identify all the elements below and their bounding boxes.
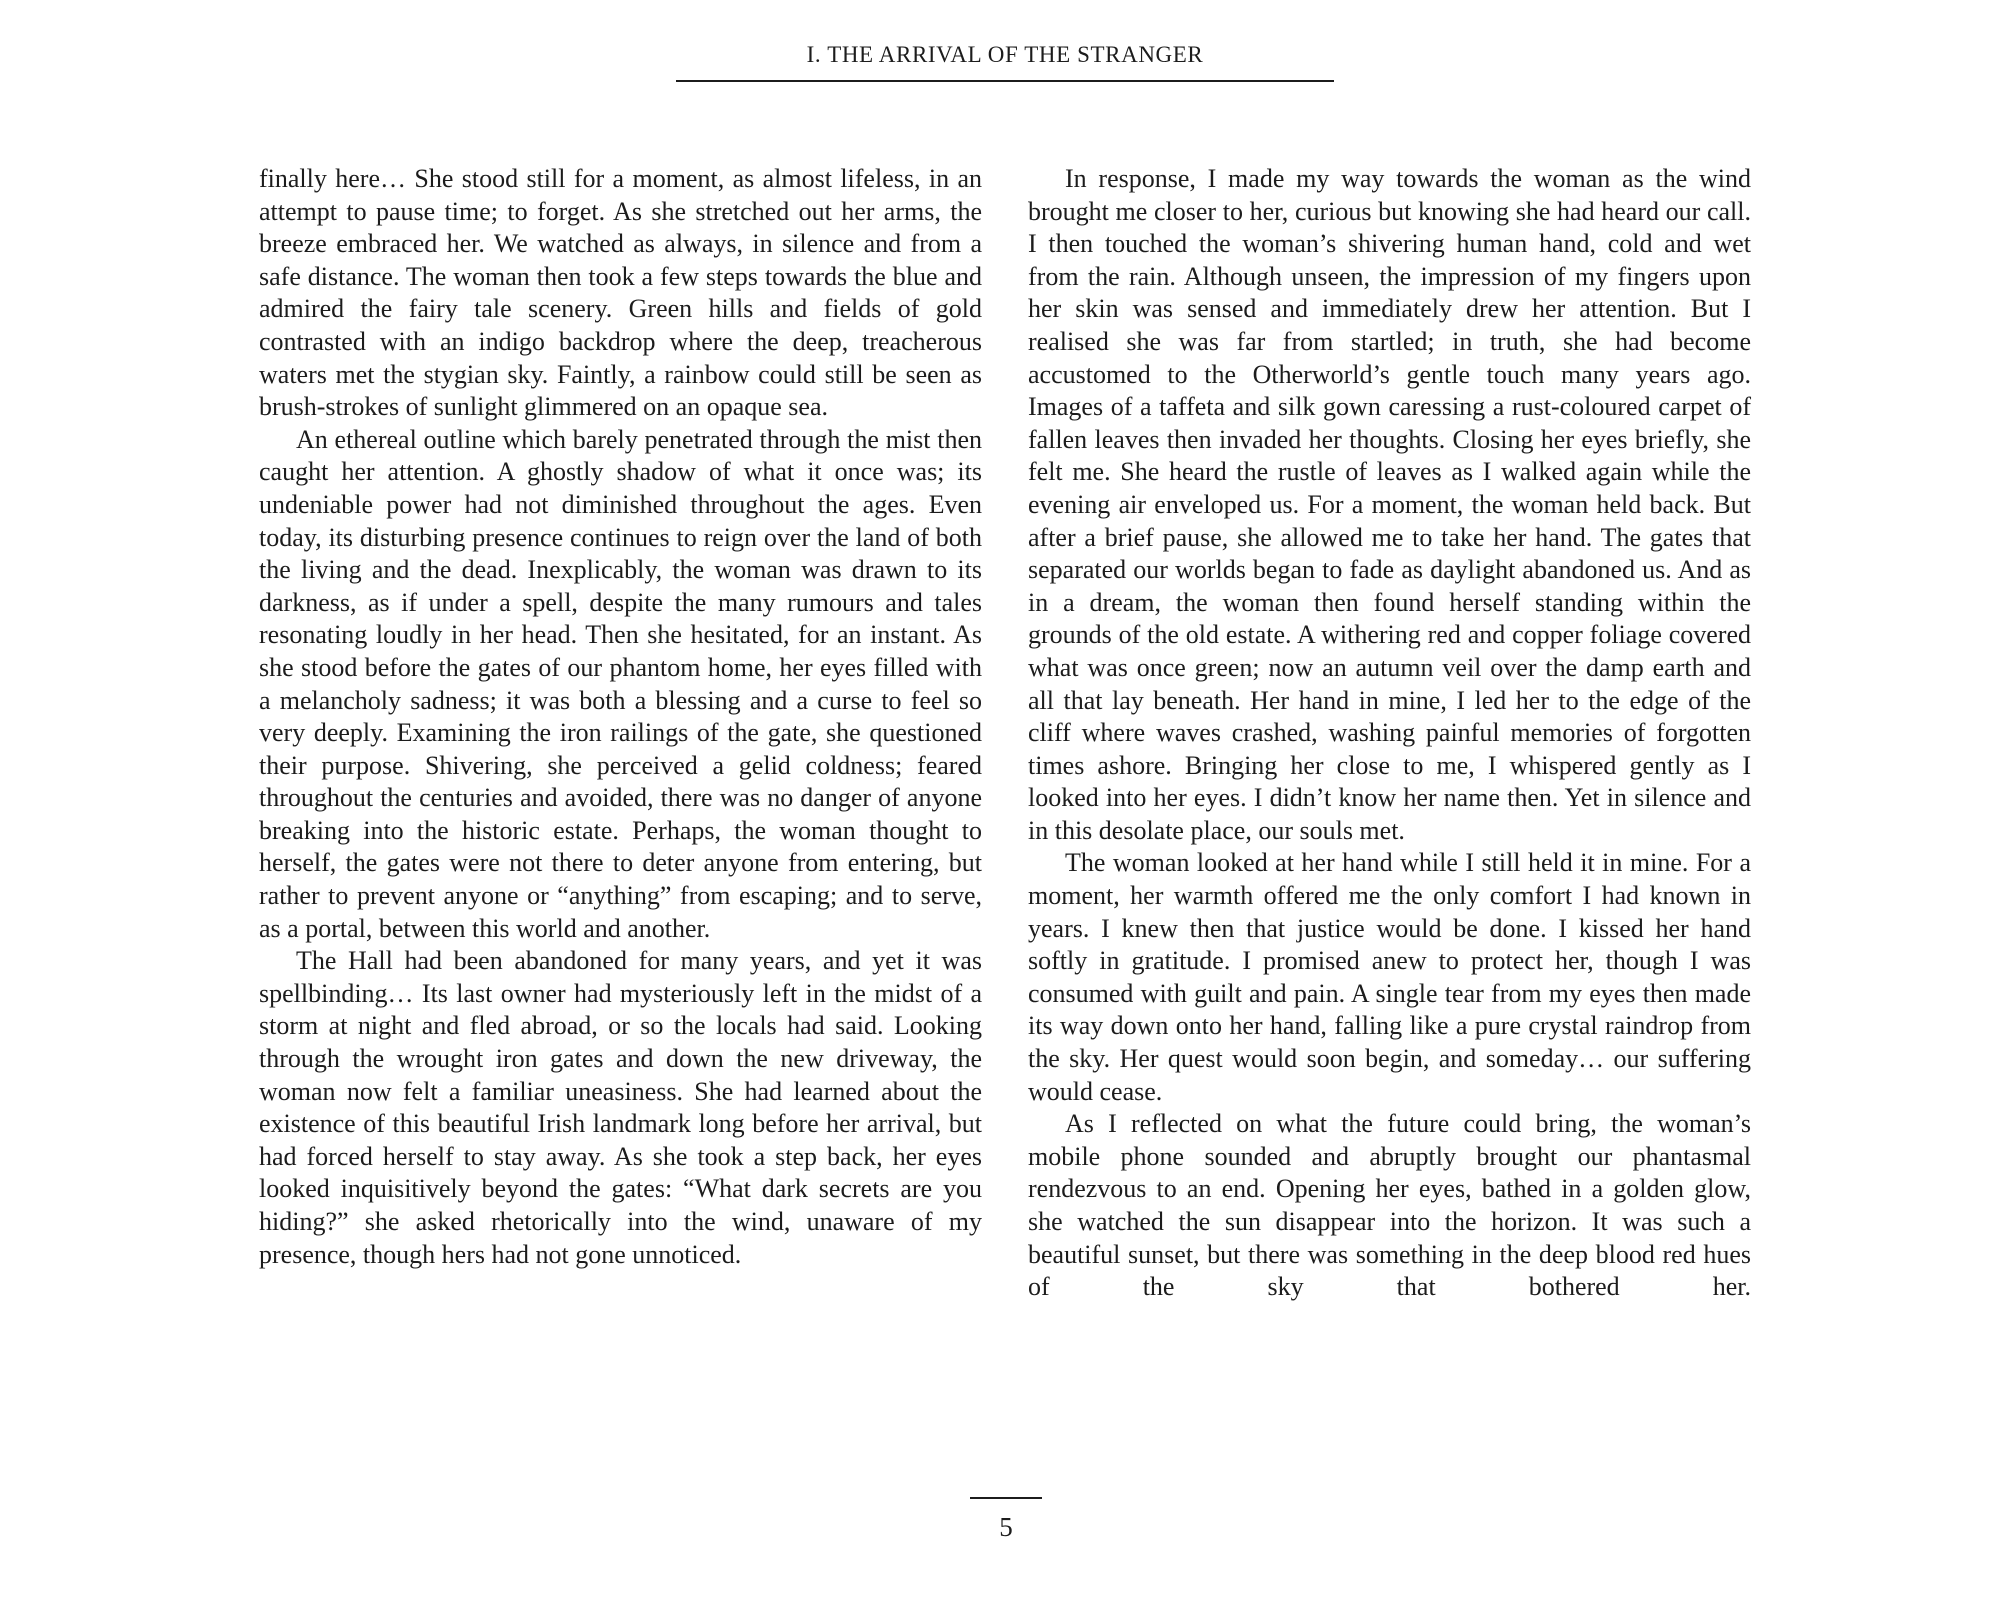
running-head: I. THE ARRIVAL OF THE STRANGER bbox=[806, 42, 1204, 67]
paragraph: In response, I made my way towards the woman as the wind brought me closer to her, curious but knowing she had heard our call. I then touched the woman’s shivering human hand, cold and wet from the rain. Although unseen, the impression of my fingers upon her skin was sensed and immediately drew her attention. But I realised she was far from startled; in truth, she had become accustomed to the Otherworld’s gentle touch many years ago. Images of a taffeta and silk gown caressing a rust-coloured carpet of fallen leaves then invaded her thoughts. Closing her eyes briefly, she felt me. She heard the rustle of leaves as I walked again while the evening air enveloped us. For a moment, the woman held back. But after a brief pause, she allowed me to take her hand. The gates that separated our worlds began to fade as daylight abandoned us. And as in a dream, the woman then found herself standing within the grounds of the old estate. A withering red and copper foliage covered what was once green; now an autumn veil over the damp earth and all that lay beneath. Her hand in mine, I led her to the edge of the cliff where waves crashed, washing painful memories of forgotten times ashore. Bringing her close to me, I whispered gently as I looked into her eyes. I didn’t know her name then. Yet in silence and in this desolate place, our souls met. bbox=[1028, 164, 1751, 845]
right-column bbox=[1028, 163, 1751, 1304]
paragraph: The Hall had been abandoned for many years, and yet it was spellbinding… Its last owner had mysteriously left in the midst of a storm at night and fled abroad, or so the locals had said. Looking through the wrought iron gates and down the new driveway, the woman now felt a familiar uneasiness. She had learned about the existence of this beautiful Irish landmark long before her arrival, but had forced herself to stay away. As she took a step back, her eyes looked inquisitively beyond the gates: “What dark secrets are you hiding?” she asked rhetorically into the wind, unaware of my presence, though hers had not gone unnoticed. bbox=[259, 946, 982, 1269]
left-column bbox=[259, 163, 982, 1271]
paragraph: An ethereal outline which barely penetrated through the mist then caught her attention. A ghostly shadow of what it once was; its undeniable power had not diminished throughout the ages. Even today, its disturbing presence continues to reign over the land of both the living and the dead. Inexplicably, the woman was drawn to its darkness, as if under a spell, despite the many rumours and tales resonating loudly in her head. Then she hesitated, for an instant. As she stood before the gates of our phantom home, her eyes filled with a melancholy sadness; it was both a blessing and a curse to feel so very deeply. Examining the iron railings of the gate, she questioned their purpose. Shivering, she perceived a gelid coldness; feared throughout the centuries and avoided, there was no danger of anyone breaking into the historic estate. Perhaps, the woman thought to herself, the gates were not there to deter anyone from entering, but rather to prevent anyone or “anything” from escaping; and to serve, as a portal, between this world and another. bbox=[259, 424, 982, 943]
paragraph: finally here… She stood still for a moment, as almost lifeless, in an attempt to pause time; to forget. As she stretched out her arms, the breeze embraced her. We watched as always, in silence and from a safe distance. The woman then took a few steps towards the blue and admired the fairy tale scenery. Green hills and fields of gold contrasted with an indigo backdrop where the deep, treacherous waters met the stygian sky. Faintly, a rainbow could still be seen as brush-strokes of sunlight glimmered on an opaque sea. bbox=[259, 164, 982, 422]
page-number: 5 bbox=[999, 1512, 1013, 1542]
header-rule bbox=[676, 80, 1334, 82]
paragraph: As I reflected on what the future could bring, the woman’s mobile phone sounded and abruptly brought our phantasmal rendezvous to an end. Opening her eyes, bathed in a golden glow, she watched the sun disappear into the horizon. It was such a beautiful sunset, but there was something in the deep blood red hues of the sky that bothered her. bbox=[1028, 1109, 1751, 1302]
paragraph: The woman looked at her hand while I still held it in mine. For a moment, her warmth offered me the only comfort I had known in years. I knew then that justice would be done. I kissed her hand softly in gratitude. I promised anew to protect her, though I was consumed with guilt and pain. A single tear from my eyes then made its way down onto her hand, falling like a pure crystal raindrop from the sky. Her quest would soon begin, and someday… our suffering would cease. bbox=[1028, 848, 1751, 1106]
footer-rule bbox=[970, 1497, 1042, 1499]
